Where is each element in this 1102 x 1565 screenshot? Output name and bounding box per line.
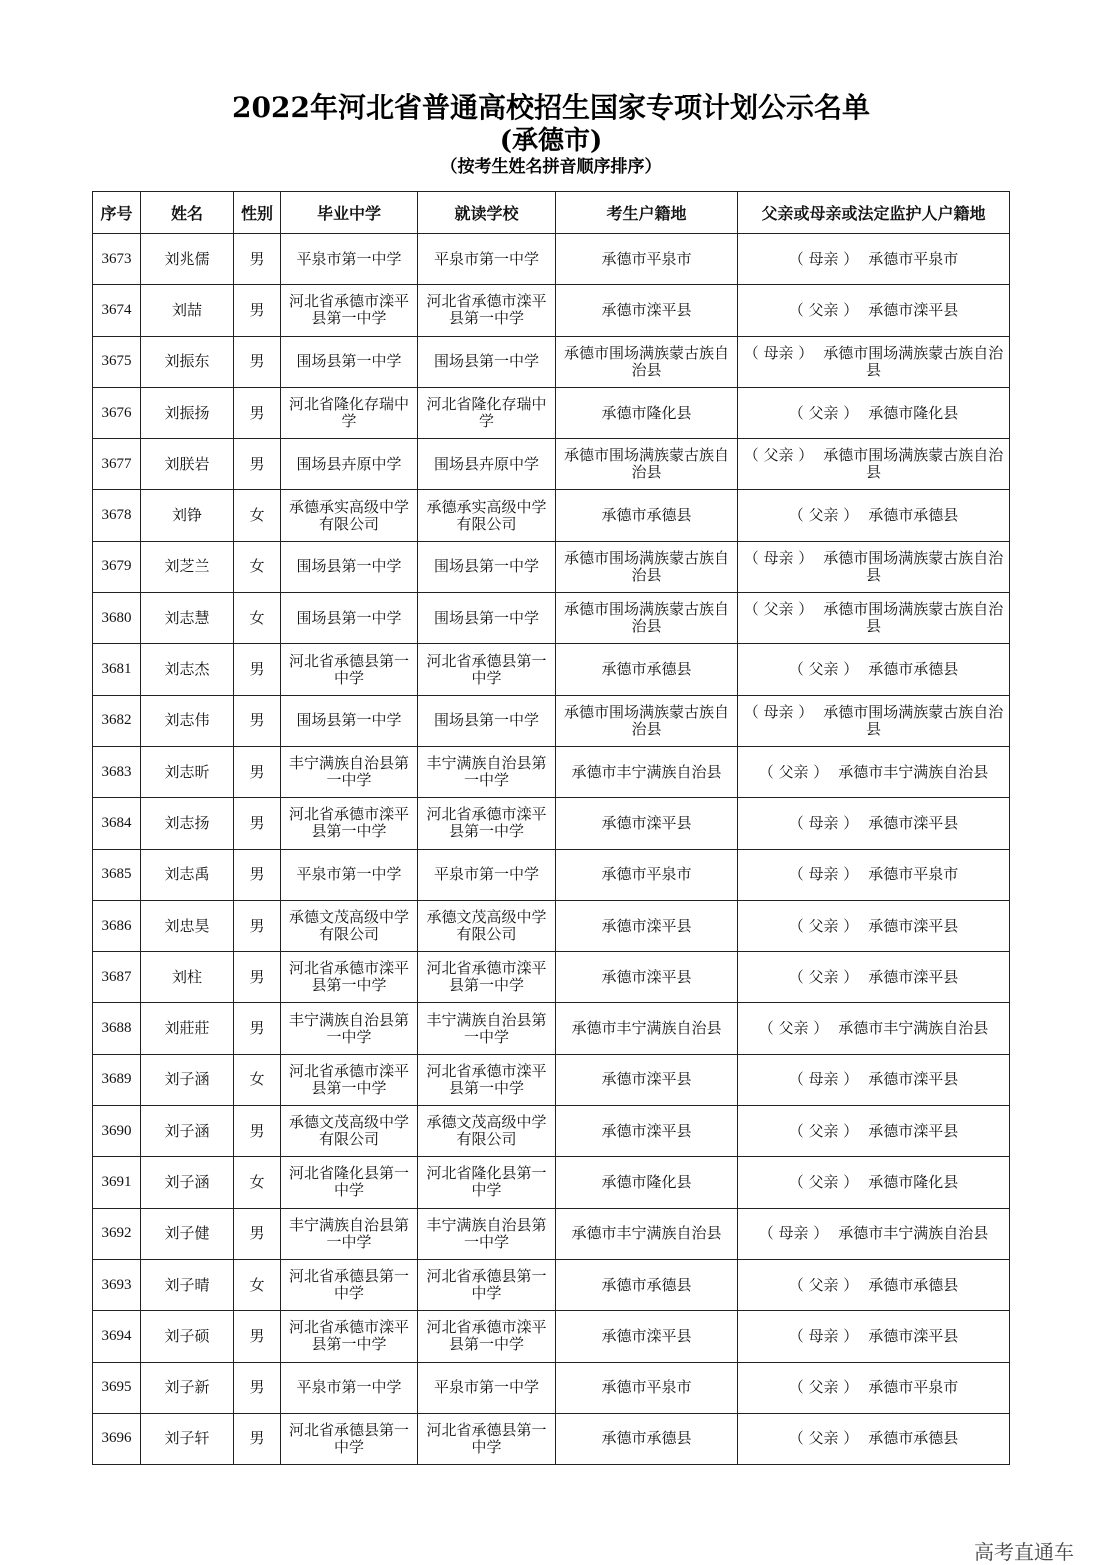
cell-graduation-school: 平泉市第一中学 (281, 234, 418, 285)
cell-name: 刘志禹 (141, 849, 234, 900)
cell-no: 3695 (93, 1362, 141, 1413)
cell-current-school: 平泉市第一中学 (418, 234, 556, 285)
parent-hukou-text: 承德市承德县 (868, 660, 959, 679)
parent-relation: （ 父亲 ） (743, 446, 814, 465)
header-name: 姓名 (141, 192, 234, 234)
cell-gender: 男 (234, 952, 281, 1003)
cell-current-school: 围场县第一中学 (418, 593, 556, 644)
cell-current-school: 平泉市第一中学 (418, 849, 556, 900)
cell-parent-hukou (738, 234, 1010, 285)
cell-parent-hukou (738, 1208, 1010, 1259)
cell-graduation-school: 河北省承德县第一中学 (281, 1413, 418, 1464)
cell-student-hukou: 承德市滦平县 (556, 1311, 738, 1362)
cell-graduation-school: 河北省隆化县第一中学 (281, 1157, 418, 1208)
table-row (93, 695, 1010, 746)
cell-gender: 男 (234, 234, 281, 285)
cell-graduation-school: 围场县卉原中学 (281, 439, 418, 490)
cell-name: 刘志杰 (141, 644, 234, 695)
cell-current-school: 围场县卉原中学 (418, 439, 556, 490)
watermark-text: 高考直通车 (974, 1540, 1074, 1564)
cell-graduation-school: 河北省承德市滦平县第一中学 (281, 798, 418, 849)
cell-current-school: 河北省承德市滦平县第一中学 (418, 798, 556, 849)
cell-student-hukou: 承德市围场满族蒙古族自治县 (556, 439, 738, 490)
cell-name: 刘芝兰 (141, 541, 234, 592)
header-student-hukou: 考生户籍地 (556, 192, 738, 234)
cell-parent-hukou (738, 285, 1010, 336)
parent-hukou-text: 承德市滦平县 (868, 967, 959, 986)
cell-gender: 男 (234, 1003, 281, 1054)
cell-gender: 男 (234, 439, 281, 490)
cell-parent-hukou (738, 900, 1010, 951)
page-subtitle: (承德市) (499, 126, 603, 156)
cell-graduation-school: 承德承实高级中学有限公司 (281, 490, 418, 541)
cell-current-school: 河北省承德市滦平县第一中学 (418, 952, 556, 1003)
parent-hukou-text: 承德市承德县 (868, 1275, 959, 1294)
parent-hukou-text: 承德市围场满族蒙古族自治县 (823, 343, 1004, 379)
cell-gender: 女 (234, 1054, 281, 1105)
cell-name: 刘子硕 (141, 1311, 234, 1362)
cell-graduation-school: 丰宁满族自治县第一中学 (281, 1208, 418, 1259)
cell-graduation-school: 河北省承德市滦平县第一中学 (281, 952, 418, 1003)
cell-gender: 男 (234, 285, 281, 336)
cell-gender: 女 (234, 490, 281, 541)
cell-current-school: 围场县第一中学 (418, 695, 556, 746)
cell-no: 3680 (93, 593, 141, 644)
cell-no: 3675 (93, 336, 141, 387)
parent-relation: （ 父亲 ） (743, 600, 814, 619)
cell-name: 刘兆儒 (141, 234, 234, 285)
cell-parent-hukou (738, 593, 1010, 644)
cell-name: 刘振扬 (141, 387, 234, 438)
parent-relation: （ 父亲 ） (788, 916, 859, 935)
cell-graduation-school: 丰宁满族自治县第一中学 (281, 1003, 418, 1054)
parent-relation: （ 父亲 ） (758, 1019, 829, 1038)
cell-student-hukou: 承德市丰宁满族自治县 (556, 1003, 738, 1054)
parent-hukou-text: 承德市滦平县 (868, 813, 959, 832)
cell-current-school: 承德承实高级中学有限公司 (418, 490, 556, 541)
table-row (93, 746, 1010, 797)
parent-relation: （ 母亲 ） (788, 1070, 859, 1089)
cell-current-school: 围场县第一中学 (418, 336, 556, 387)
cell-graduation-school: 围场县第一中学 (281, 541, 418, 592)
parent-relation: （ 母亲 ） (788, 1326, 859, 1345)
parent-relation: （ 父亲 ） (788, 1275, 859, 1294)
cell-gender: 男 (234, 387, 281, 438)
parent-relation: （ 父亲 ） (788, 1429, 859, 1448)
page-title: 2022年河北省普通高校招生国家专项计划公示名单 (232, 91, 870, 124)
parent-relation: （ 母亲 ） (788, 865, 859, 884)
parent-relation: （ 父亲 ） (788, 1378, 859, 1397)
parent-hukou-text: 承德市平泉市 (868, 865, 959, 884)
cell-name: 刘子涵 (141, 1054, 234, 1105)
cell-parent-hukou (738, 1003, 1010, 1054)
parent-hukou-text: 承德市丰宁满族自治县 (838, 762, 989, 781)
cell-parent-hukou (738, 336, 1010, 387)
cell-no: 3694 (93, 1311, 141, 1362)
cell-name: 刘子晴 (141, 1259, 234, 1310)
cell-parent-hukou (738, 798, 1010, 849)
parent-hukou-text: 承德市滦平县 (868, 300, 959, 319)
cell-gender: 女 (234, 593, 281, 644)
cell-no: 3691 (93, 1157, 141, 1208)
cell-student-hukou: 承德市隆化县 (556, 387, 738, 438)
cell-gender: 男 (234, 1106, 281, 1157)
table-row (93, 439, 1010, 490)
cell-student-hukou: 承德市丰宁满族自治县 (556, 1208, 738, 1259)
table-row (93, 234, 1010, 285)
parent-relation: （ 母亲 ） (758, 1224, 829, 1243)
cell-current-school: 平泉市第一中学 (418, 1362, 556, 1413)
cell-gender: 男 (234, 1362, 281, 1413)
parent-hukou-text: 承德市隆化县 (868, 1172, 959, 1191)
cell-current-school: 河北省承德县第一中学 (418, 1413, 556, 1464)
cell-student-hukou: 承德市承德县 (556, 490, 738, 541)
table-row (93, 1413, 1010, 1464)
cell-no: 3684 (93, 798, 141, 849)
table-row (93, 1311, 1010, 1362)
cell-no: 3693 (93, 1259, 141, 1310)
cell-no: 3678 (93, 490, 141, 541)
cell-parent-hukou (738, 1413, 1010, 1464)
cell-student-hukou: 承德市承德县 (556, 644, 738, 695)
cell-name: 刘柱 (141, 952, 234, 1003)
parent-relation: （ 父亲 ） (788, 660, 859, 679)
cell-current-school: 河北省隆化存瑞中学 (418, 387, 556, 438)
table-row (93, 644, 1010, 695)
header-no: 序号 (93, 192, 141, 234)
cell-parent-hukou (738, 541, 1010, 592)
parent-hukou-text: 承德市围场满族蒙古族自治县 (823, 600, 1004, 636)
cell-current-school: 丰宁满族自治县第一中学 (418, 1003, 556, 1054)
cell-current-school: 河北省承德县第一中学 (418, 644, 556, 695)
cell-name: 刘喆 (141, 285, 234, 336)
cell-name: 刘志伟 (141, 695, 234, 746)
table-row (93, 1106, 1010, 1157)
parent-hukou-text: 承德市滦平县 (868, 1121, 959, 1140)
table-row (93, 541, 1010, 592)
parent-relation: （ 母亲 ） (743, 548, 814, 567)
cell-no: 3685 (93, 849, 141, 900)
cell-parent-hukou (738, 952, 1010, 1003)
parent-hukou-text: 承德市承德县 (868, 506, 959, 525)
parent-relation: （ 母亲 ） (788, 249, 859, 268)
cell-graduation-school: 河北省承德市滦平县第一中学 (281, 1054, 418, 1105)
cell-parent-hukou (738, 490, 1010, 541)
cell-graduation-school: 河北省承德市滦平县第一中学 (281, 285, 418, 336)
parent-hukou-text: 承德市滦平县 (868, 1070, 959, 1089)
header-graduation-school: 毕业中学 (281, 192, 418, 234)
cell-parent-hukou (738, 1259, 1010, 1310)
cell-parent-hukou (738, 387, 1010, 438)
cell-graduation-school: 承德文茂高级中学有限公司 (281, 1106, 418, 1157)
cell-no: 3679 (93, 541, 141, 592)
cell-graduation-school: 河北省承德市滦平县第一中学 (281, 1311, 418, 1362)
cell-name: 刘忠昊 (141, 900, 234, 951)
cell-name: 刘子涵 (141, 1157, 234, 1208)
table-row (93, 952, 1010, 1003)
table-row (93, 490, 1010, 541)
cell-current-school: 承德文茂高级中学有限公司 (418, 1106, 556, 1157)
cell-no: 3676 (93, 387, 141, 438)
cell-no: 3696 (93, 1413, 141, 1464)
cell-no: 3677 (93, 439, 141, 490)
cell-gender: 女 (234, 1157, 281, 1208)
cell-no: 3681 (93, 644, 141, 695)
cell-student-hukou: 承德市平泉市 (556, 849, 738, 900)
cell-current-school: 河北省承德市滦平县第一中学 (418, 285, 556, 336)
cell-current-school: 河北省承德市滦平县第一中学 (418, 1311, 556, 1362)
cell-name: 刘子轩 (141, 1413, 234, 1464)
parent-relation: （ 父亲 ） (788, 1172, 859, 1191)
parent-relation: （ 父亲 ） (788, 967, 859, 986)
table-row (93, 1259, 1010, 1310)
cell-no: 3673 (93, 234, 141, 285)
cell-student-hukou: 承德市围场满族蒙古族自治县 (556, 336, 738, 387)
cell-graduation-school: 承德文茂高级中学有限公司 (281, 900, 418, 951)
cell-current-school: 河北省承德县第一中学 (418, 1259, 556, 1310)
cell-gender: 女 (234, 541, 281, 592)
parent-hukou-text: 承德市滦平县 (868, 1326, 959, 1345)
cell-parent-hukou (738, 695, 1010, 746)
cell-no: 3690 (93, 1106, 141, 1157)
parent-hukou-text: 承德市丰宁满族自治县 (838, 1224, 989, 1243)
cell-parent-hukou (738, 644, 1010, 695)
cell-student-hukou: 承德市滦平县 (556, 1106, 738, 1157)
table-row (93, 900, 1010, 951)
roster-table (92, 191, 1010, 1465)
cell-name: 刘振东 (141, 336, 234, 387)
parent-hukou-text: 承德市丰宁满族自治县 (838, 1019, 989, 1038)
cell-student-hukou: 承德市平泉市 (556, 1362, 738, 1413)
cell-gender: 男 (234, 695, 281, 746)
table-row (93, 387, 1010, 438)
cell-student-hukou: 承德市滦平县 (556, 952, 738, 1003)
parent-relation: （ 母亲 ） (788, 813, 859, 832)
parent-hukou-text: 承德市隆化县 (868, 403, 959, 422)
cell-no: 3687 (93, 952, 141, 1003)
parent-hukou-text: 承德市滦平县 (868, 916, 959, 935)
cell-graduation-school: 河北省承德县第一中学 (281, 1259, 418, 1310)
cell-no: 3689 (93, 1054, 141, 1105)
cell-student-hukou: 承德市滦平县 (556, 285, 738, 336)
table-row (93, 1157, 1010, 1208)
cell-name: 刘志昕 (141, 746, 234, 797)
parent-relation: （ 父亲 ） (758, 762, 829, 781)
table-header-row (93, 192, 1010, 234)
cell-no: 3682 (93, 695, 141, 746)
header-gender: 性别 (234, 192, 281, 234)
cell-gender: 男 (234, 900, 281, 951)
cell-no: 3692 (93, 1208, 141, 1259)
cell-parent-hukou (738, 849, 1010, 900)
sort-note: （按考生姓名拼音顺序排序） (440, 157, 662, 177)
cell-gender: 男 (234, 1413, 281, 1464)
cell-gender: 男 (234, 798, 281, 849)
cell-graduation-school: 围场县第一中学 (281, 336, 418, 387)
cell-parent-hukou (738, 1054, 1010, 1105)
table-row (93, 1208, 1010, 1259)
cell-graduation-school: 平泉市第一中学 (281, 1362, 418, 1413)
cell-gender: 男 (234, 746, 281, 797)
cell-parent-hukou (738, 746, 1010, 797)
parent-relation: （ 父亲 ） (788, 506, 859, 525)
cell-name: 刘莊莊 (141, 1003, 234, 1054)
cell-name: 刘志扬 (141, 798, 234, 849)
cell-name: 刘铮 (141, 490, 234, 541)
cell-gender: 男 (234, 1208, 281, 1259)
cell-student-hukou: 承德市承德县 (556, 1413, 738, 1464)
parent-hukou-text: 承德市平泉市 (868, 1378, 959, 1397)
table-row (93, 1054, 1010, 1105)
cell-parent-hukou (738, 439, 1010, 490)
parent-hukou-text: 承德市围场满族蒙古族自治县 (823, 548, 1004, 584)
cell-graduation-school: 平泉市第一中学 (281, 849, 418, 900)
cell-gender: 女 (234, 1259, 281, 1310)
cell-student-hukou: 承德市隆化县 (556, 1157, 738, 1208)
cell-graduation-school: 围场县第一中学 (281, 593, 418, 644)
cell-graduation-school: 围场县第一中学 (281, 695, 418, 746)
cell-name: 刘子涵 (141, 1106, 234, 1157)
cell-graduation-school: 河北省隆化存瑞中学 (281, 387, 418, 438)
cell-gender: 男 (234, 1311, 281, 1362)
cell-parent-hukou (738, 1106, 1010, 1157)
cell-name: 刘朕岩 (141, 439, 234, 490)
cell-current-school: 承德文茂高级中学有限公司 (418, 900, 556, 951)
cell-no: 3686 (93, 900, 141, 951)
cell-student-hukou: 承德市承德县 (556, 1259, 738, 1310)
parent-hukou-text: 承德市围场满族蒙古族自治县 (823, 446, 1004, 482)
cell-gender: 男 (234, 849, 281, 900)
table-row (93, 1362, 1010, 1413)
cell-no: 3688 (93, 1003, 141, 1054)
parent-hukou-text: 承德市承德县 (868, 1429, 959, 1448)
table-row (93, 798, 1010, 849)
cell-student-hukou: 承德市丰宁满族自治县 (556, 746, 738, 797)
parent-hukou-text: 承德市平泉市 (868, 249, 959, 268)
cell-current-school: 围场县第一中学 (418, 541, 556, 592)
parent-relation: （ 父亲 ） (788, 1121, 859, 1140)
table-row (93, 849, 1010, 900)
parent-relation: （ 母亲 ） (743, 343, 814, 362)
cell-student-hukou: 承德市滦平县 (556, 1054, 738, 1105)
table-row (93, 336, 1010, 387)
cell-student-hukou: 承德市平泉市 (556, 234, 738, 285)
cell-no: 3674 (93, 285, 141, 336)
cell-graduation-school: 河北省承德县第一中学 (281, 644, 418, 695)
cell-student-hukou: 承德市滦平县 (556, 900, 738, 951)
cell-gender: 男 (234, 644, 281, 695)
cell-graduation-school: 丰宁满族自治县第一中学 (281, 746, 418, 797)
parent-relation: （ 母亲 ） (743, 702, 814, 721)
cell-current-school: 河北省承德市滦平县第一中学 (418, 1054, 556, 1105)
cell-name: 刘子健 (141, 1208, 234, 1259)
cell-gender: 男 (234, 336, 281, 387)
cell-student-hukou: 承德市围场满族蒙古族自治县 (556, 541, 738, 592)
cell-parent-hukou (738, 1362, 1010, 1413)
cell-name: 刘志慧 (141, 593, 234, 644)
parent-relation: （ 父亲 ） (788, 300, 859, 319)
parent-hukou-text: 承德市围场满族蒙古族自治县 (823, 702, 1004, 738)
cell-parent-hukou (738, 1157, 1010, 1208)
cell-student-hukou: 承德市围场满族蒙古族自治县 (556, 593, 738, 644)
header-current-school: 就读学校 (418, 192, 556, 234)
table-row (93, 1003, 1010, 1054)
cell-student-hukou: 承德市围场满族蒙古族自治县 (556, 695, 738, 746)
cell-student-hukou: 承德市滦平县 (556, 798, 738, 849)
cell-no: 3683 (93, 746, 141, 797)
cell-current-school: 丰宁满族自治县第一中学 (418, 1208, 556, 1259)
cell-current-school: 河北省隆化县第一中学 (418, 1157, 556, 1208)
cell-current-school: 丰宁满族自治县第一中学 (418, 746, 556, 797)
parent-relation: （ 父亲 ） (788, 403, 859, 422)
cell-parent-hukou (738, 1311, 1010, 1362)
cell-name: 刘子新 (141, 1362, 234, 1413)
header-parent-hukou: 父亲或母亲或法定监护人户籍地 (738, 192, 1010, 234)
table-row (93, 593, 1010, 644)
table-row (93, 285, 1010, 336)
